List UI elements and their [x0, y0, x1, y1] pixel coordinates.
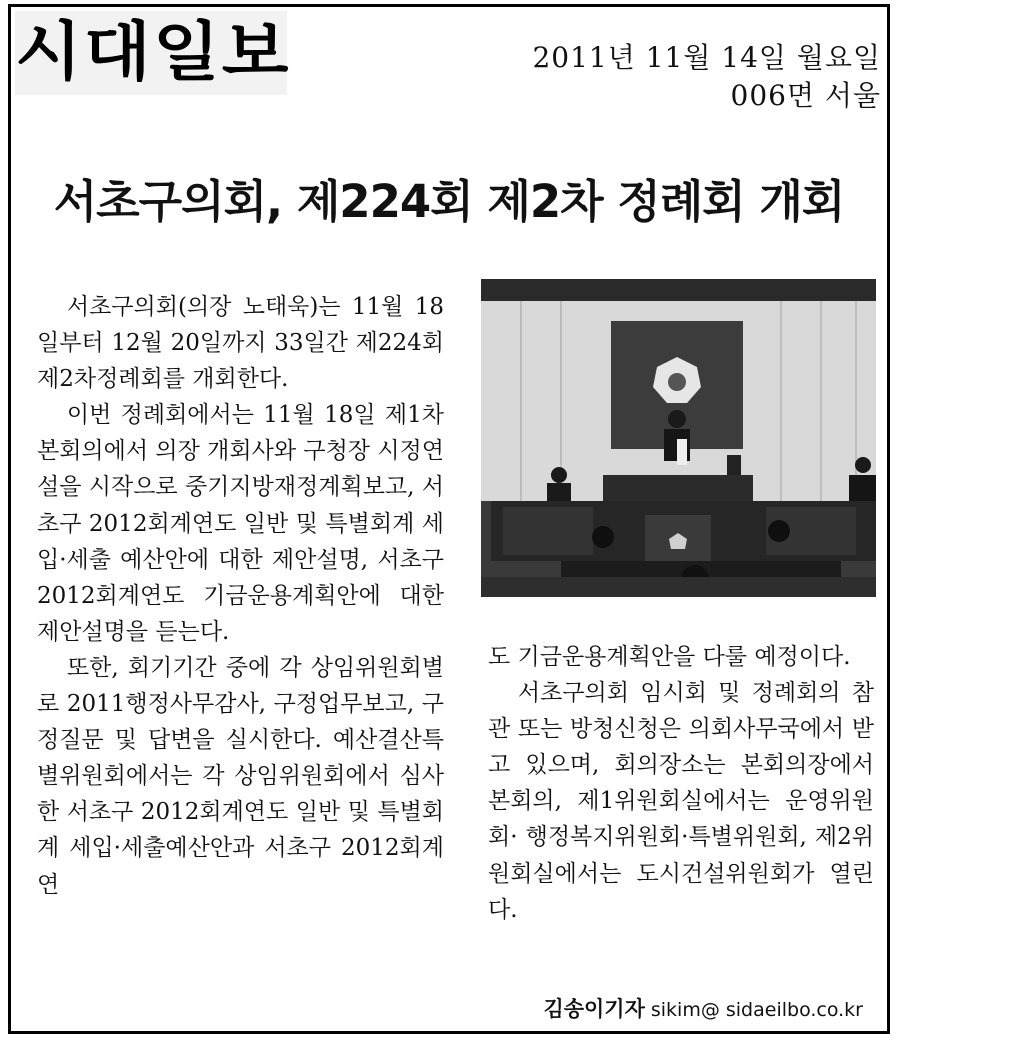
newspaper-clipping	[8, 4, 890, 1034]
article-headline: 서초구의회, 제224회 제2차 정례회 개회	[53, 175, 845, 228]
publication-date: 2011년 11월 14일 월요일	[532, 41, 881, 74]
page-section: 006면 서울	[730, 79, 881, 112]
council-session-photo	[481, 279, 876, 597]
article-paragraph-continued: 도 기금운용계획안을 다룰 예정이다.	[488, 644, 851, 670]
article-column-left	[37, 289, 444, 903]
reporter-byline	[543, 993, 863, 1023]
reporter-name: 김송이기자	[543, 997, 645, 1021]
article-paragraph: 또한, 회기기간 중에 각 상임위원회별로 2011행정사무감사, 구정업무보고, 구정질문 및 답변을 실시한다. 예산결산특별위원회에서는 각 상임위원회에서 심사한 서초구 2012회계연도 일반 및 특별회계 세입·세출예산안과 서초구 2012회계연	[37, 654, 444, 898]
article-paragraph: 이번 정례회에서는 11월 18일 제1차 본회의에서 의장 개회사와 구청장 시정연설을 시작으로 중기지방재정계획보고, 서초구 2012회계연도 일반 및 특별회계 세입·세출 예산안에 대한 제안설명, 서초구 2012회계연도 기금운용계획안에 대한 제안설명을 듣는다.	[37, 402, 444, 645]
article-column-right	[488, 639, 874, 928]
newspaper-masthead: 시대일보	[15, 11, 287, 95]
reporter-email: sikim@ sidaeilbo.co.kr	[650, 999, 863, 1021]
dateline	[532, 39, 881, 115]
article-paragraph: 서초구의회(의장 노태욱)는 11월 18일부터 12월 20일까지 33일간 제224회 제2차정례회를 개회한다.	[37, 294, 444, 393]
council-assembly-photo-icon	[481, 279, 876, 597]
article-paragraph: 서초구의회 임시회 및 정례회의 참관 또는 방청신청은 의회사무국에서 받고 있으며, 회의장소는 본회의장에서 본회의, 제1위원회실에서는 운영위원회· 행정복지위원회·특별위원회, 제2위원회실에서는 도시건설위원회가 열린다.	[488, 680, 874, 923]
